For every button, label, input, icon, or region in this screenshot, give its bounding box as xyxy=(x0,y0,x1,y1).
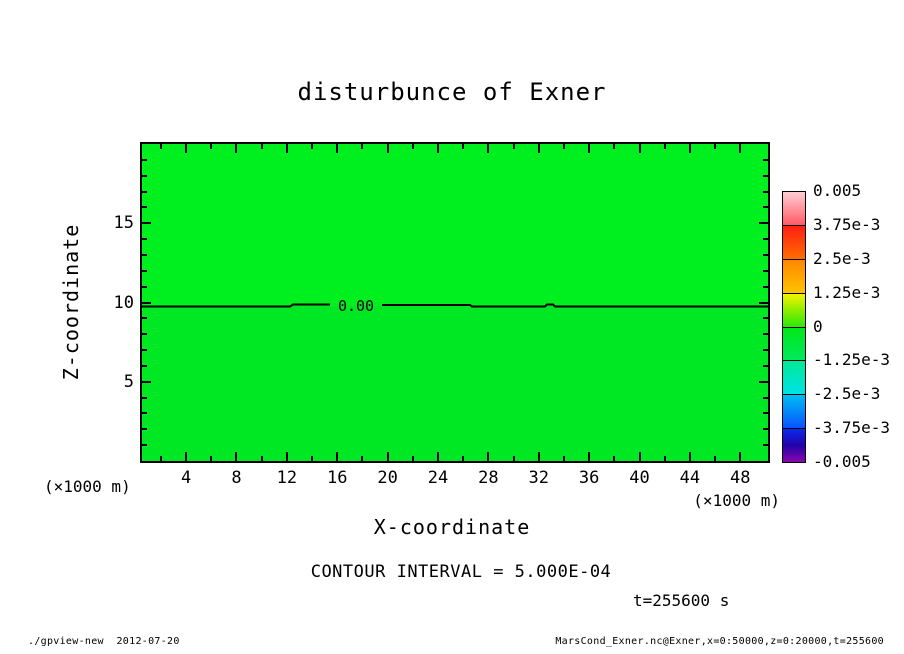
y-axis-tick xyxy=(142,222,151,224)
x-axis-tick xyxy=(235,144,237,153)
y-axis-tick xyxy=(142,270,147,272)
y-axis-tick xyxy=(763,349,768,351)
y-axis-tick xyxy=(142,159,147,161)
y-axis-tick xyxy=(763,270,768,272)
x-axis-tick xyxy=(387,452,389,461)
y-axis-unit: (×1000 m) xyxy=(44,477,131,496)
y-axis-tick xyxy=(142,317,147,319)
x-tick-label: 48 xyxy=(730,468,751,488)
x-axis-tick xyxy=(185,144,187,153)
y-axis-tick xyxy=(142,397,147,399)
x-tick-label: 8 xyxy=(231,468,242,488)
x-axis-tick xyxy=(689,144,691,153)
y-axis-tick xyxy=(763,191,768,193)
x-axis-tick xyxy=(336,144,338,153)
y-axis-title: Z-coordinate xyxy=(59,223,83,381)
x-axis-tick xyxy=(487,144,489,153)
x-axis-tick xyxy=(361,456,363,461)
plot-title: disturbunce of Exner xyxy=(297,78,607,106)
colorbar-tick-label: 0 xyxy=(813,316,823,336)
x-axis-tick xyxy=(160,456,162,461)
footer-variable-info: MarsCond_Exner.nc@Exner,x=0:50000,z=0:20000,t=255600 xyxy=(555,636,884,647)
y-axis-tick xyxy=(142,428,147,430)
x-axis-tick xyxy=(261,144,263,149)
x-axis-tick xyxy=(261,456,263,461)
plot-area xyxy=(140,142,770,463)
y-axis-tick xyxy=(142,206,147,208)
x-axis-tick xyxy=(513,144,515,149)
y-axis-tick xyxy=(142,302,151,304)
colorbar-box xyxy=(782,428,806,463)
colorbar-box xyxy=(782,225,806,260)
x-tick-label: 12 xyxy=(276,468,298,488)
x-axis-tick xyxy=(538,452,540,461)
x-axis-tick xyxy=(210,456,212,461)
x-axis-tick xyxy=(588,144,590,153)
colorbar-tick-label: -0.005 xyxy=(813,452,871,471)
x-tick-label: 28 xyxy=(478,468,499,488)
x-axis-tick xyxy=(739,452,741,461)
colorbar-box xyxy=(782,327,806,362)
x-axis-tick xyxy=(286,144,288,153)
y-axis-tick xyxy=(763,175,768,177)
x-axis-tick xyxy=(664,144,666,149)
x-axis-tick xyxy=(714,144,716,149)
x-axis-tick xyxy=(286,452,288,461)
x-axis-tick xyxy=(412,144,414,149)
x-axis-tick xyxy=(160,144,162,149)
x-axis-tick xyxy=(361,144,363,149)
contour-value-label: 0.00 xyxy=(337,297,375,315)
y-axis-tick xyxy=(763,206,768,208)
x-axis-tick xyxy=(639,144,641,153)
x-axis-tick xyxy=(311,144,313,149)
y-tick-label: 10 xyxy=(113,292,134,313)
x-tick-label: 40 xyxy=(629,468,650,488)
y-axis-tick xyxy=(142,191,147,193)
colorbar-box xyxy=(782,394,806,429)
x-tick-label: 44 xyxy=(679,468,701,488)
y-axis-tick xyxy=(763,159,768,161)
x-axis-tick xyxy=(613,144,615,149)
x-axis-tick xyxy=(588,452,590,461)
y-axis-tick xyxy=(763,238,768,240)
y-axis-tick xyxy=(763,317,768,319)
colorbar xyxy=(782,191,806,463)
colorbar-tick-label: 0.005 xyxy=(813,181,862,200)
x-axis-tick xyxy=(487,452,489,461)
y-axis-tick xyxy=(763,333,768,335)
x-axis-tick xyxy=(639,452,641,461)
x-axis-tick xyxy=(185,452,187,461)
footer-command: ./gpview-new 2012-07-20 xyxy=(28,636,180,647)
colorbar-tick-label: 3.75e-3 xyxy=(813,214,881,234)
y-axis-tick xyxy=(142,412,147,414)
x-axis-tick xyxy=(210,144,212,149)
x-tick-label: 20 xyxy=(377,468,398,488)
y-axis-tick xyxy=(142,286,147,288)
colorbar-box xyxy=(782,259,806,294)
x-axis-tick xyxy=(739,144,741,153)
y-axis-tick xyxy=(759,302,768,304)
y-axis-tick xyxy=(763,365,768,367)
x-axis-tick xyxy=(437,452,439,461)
x-axis-tick xyxy=(664,456,666,461)
x-axis-title: X-coordinate xyxy=(373,515,531,539)
time-stamp: t=255600 s xyxy=(633,591,730,610)
x-axis-tick xyxy=(437,144,439,153)
y-axis-tick xyxy=(763,428,768,430)
y-tick-label: 5 xyxy=(123,371,134,392)
y-axis-tick xyxy=(142,381,151,383)
x-axis-tick xyxy=(462,456,464,461)
x-axis-tick xyxy=(538,144,540,153)
x-axis-tick xyxy=(613,456,615,461)
colorbar-box xyxy=(782,191,806,226)
y-axis-tick xyxy=(142,254,147,256)
colorbar-box xyxy=(782,293,806,328)
y-axis-tick xyxy=(763,254,768,256)
y-axis-tick xyxy=(142,349,147,351)
y-axis-tick xyxy=(142,238,147,240)
y-axis-tick xyxy=(763,412,768,414)
x-axis-tick xyxy=(311,456,313,461)
y-axis-tick xyxy=(763,286,768,288)
x-axis-tick xyxy=(235,452,237,461)
y-axis-tick xyxy=(142,333,147,335)
x-tick-label: 32 xyxy=(528,468,549,488)
y-axis-tick xyxy=(763,444,768,446)
colorbar-tick-label: -1.25e-3 xyxy=(813,350,891,370)
x-axis-unit: (×1000 m) xyxy=(693,491,780,510)
y-axis-tick xyxy=(142,175,147,177)
x-axis-tick xyxy=(336,452,338,461)
x-tick-label: 4 xyxy=(180,468,192,488)
x-axis-tick xyxy=(412,456,414,461)
y-axis-tick xyxy=(759,222,768,224)
x-tick-label: 24 xyxy=(427,468,449,488)
contour-interval-note: CONTOUR INTERVAL = 5.000E-04 xyxy=(310,562,612,582)
zero-contour-line xyxy=(142,144,768,461)
y-axis-tick xyxy=(759,381,768,383)
x-axis-tick xyxy=(714,456,716,461)
y-axis-tick xyxy=(763,397,768,399)
x-tick-label: 36 xyxy=(578,468,600,488)
y-axis-tick xyxy=(142,365,147,367)
colorbar-tick-label: 2.5e-3 xyxy=(813,248,871,268)
colorbar-tick-label: -3.75e-3 xyxy=(813,418,891,438)
x-tick-label: 16 xyxy=(326,468,348,488)
colorbar-tick-label: -2.5e-3 xyxy=(813,384,881,404)
x-axis-tick xyxy=(563,144,565,149)
x-axis-tick xyxy=(462,144,464,149)
colorbar-box xyxy=(782,360,806,395)
x-axis-tick xyxy=(513,456,515,461)
y-axis-tick xyxy=(142,444,147,446)
y-tick-label: 15 xyxy=(113,213,134,234)
colorbar-tick-label: 1.25e-3 xyxy=(813,282,881,302)
x-axis-tick xyxy=(563,456,565,461)
x-axis-tick xyxy=(689,452,691,461)
x-axis-tick xyxy=(387,144,389,153)
